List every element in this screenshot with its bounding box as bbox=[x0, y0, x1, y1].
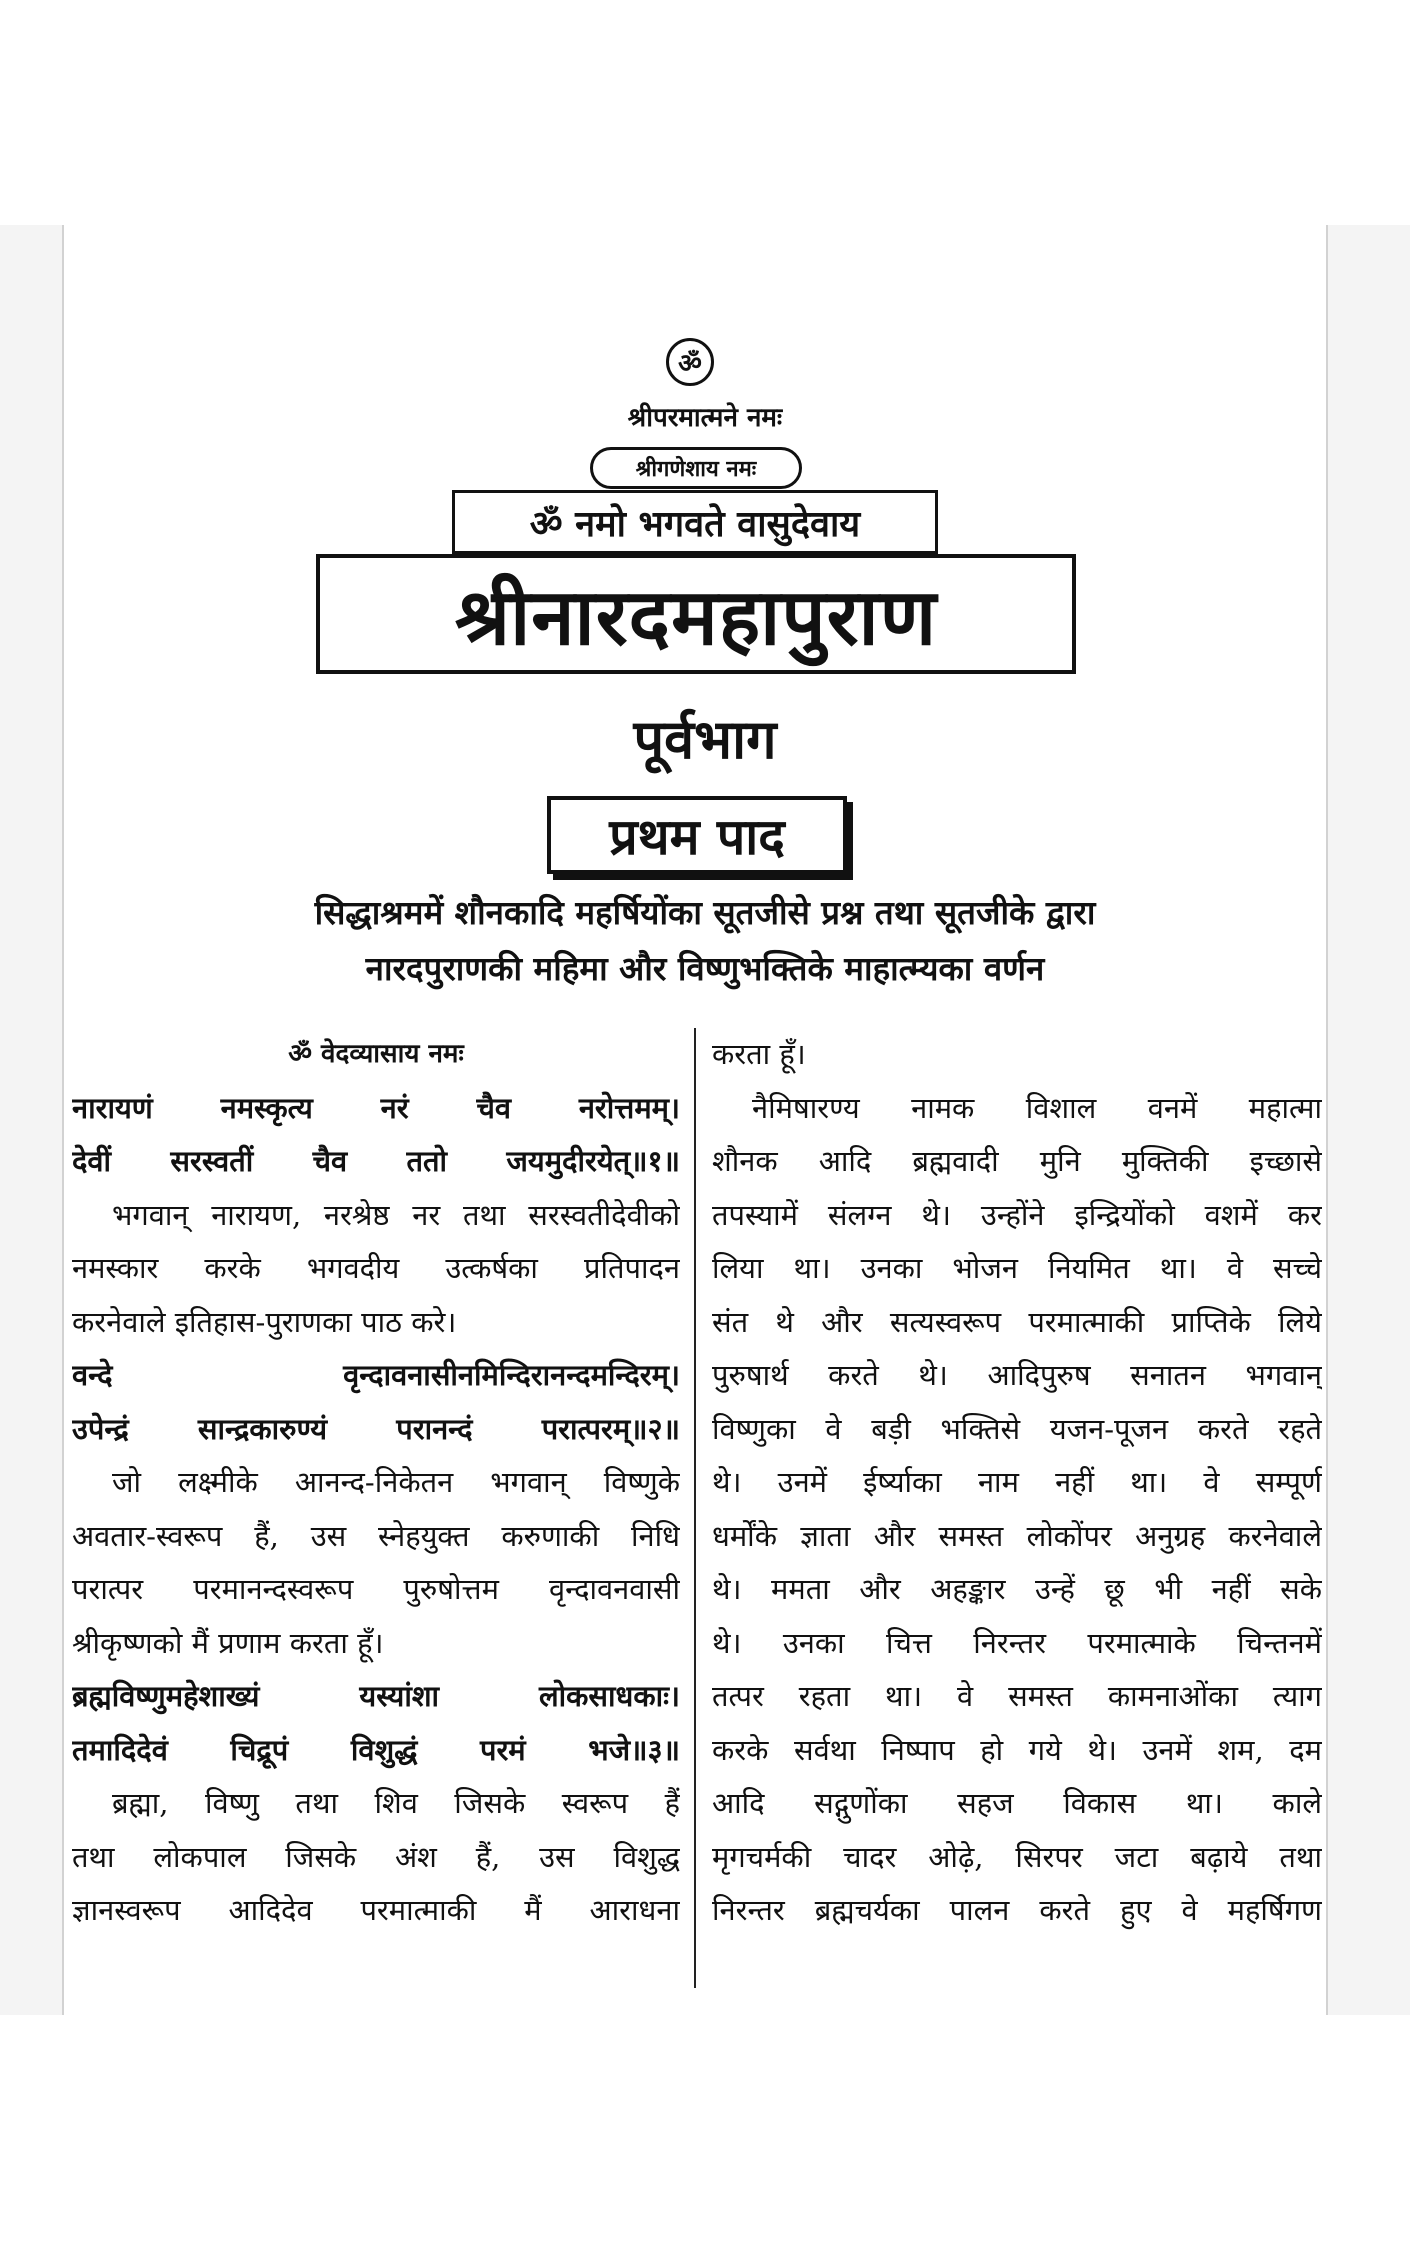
text-line: करता हूँ। bbox=[712, 1037, 806, 1071]
column-divider bbox=[694, 1028, 696, 1988]
invocation-ganeshaya-box bbox=[590, 447, 802, 489]
title-box bbox=[316, 554, 1076, 674]
page-edge-left bbox=[62, 225, 64, 2015]
text-line: संत थे और सत्यस्वरूप परमात्माकी प्राप्तिके लिये bbox=[712, 1304, 1322, 1339]
text-line: धर्मोंके ज्ञाता और समस्त लोकोंपर अनुग्रह करनेवाले bbox=[712, 1518, 1322, 1553]
page-margin-right bbox=[1328, 225, 1410, 2015]
left-column bbox=[72, 1028, 680, 1938]
text-line: परात्पर परमानन्दस्वरूप पुरुषोत्तम वृन्दावनवासी bbox=[72, 1572, 680, 1606]
text-line: तत्पर रहता था। वे समस्त कामनाओंका त्याग bbox=[712, 1679, 1322, 1713]
invocation-ganeshaya: श्रीगणेशाय नमः bbox=[635, 456, 757, 482]
chapter-heading-line: नारदपुराणकी महिमा और विष्णुभक्तिके माहात्म्यका वर्णन bbox=[365, 949, 1045, 988]
text-line: शौनक आदि ब्रह्मवादी मुनि मुक्तिकी इच्छासे bbox=[712, 1144, 1322, 1178]
text-line: करके सर्वथा निष्पाप हो गये थे। उनमें शम, दम bbox=[712, 1732, 1322, 1767]
text-line: नमस्कार करके भगवदीय उत्कर्षका प्रतिपादन bbox=[72, 1251, 680, 1285]
text-line: थे। उनका चित्त निरन्तर परमात्माके चिन्तनमें bbox=[712, 1625, 1322, 1660]
text-line: निरन्तर ब्रह्मचर्यका पालन करते हुए वे महर्षिगण bbox=[712, 1893, 1322, 1927]
text-line: भगवान् नारायण, नरश्रेष्ठ नर तथा सरस्वतीदेवीको bbox=[112, 1197, 680, 1232]
text-line: जो लक्ष्मीके आनन्द-निकेतन भगवान् विष्णुके bbox=[112, 1465, 680, 1499]
text-line: तथा लोकपाल जिसके अंश हैं, उस विशुद्ध bbox=[72, 1839, 680, 1874]
text-line: विष्णुका वे बड़ी भक्तिसे यजन-पूजन करते रहते bbox=[712, 1411, 1322, 1446]
part-title: पूर्वभाग bbox=[633, 707, 777, 771]
verse-line: ब्रह्मविष्णुमहेशाख्यं यस्यांशा लोकसाधकाः। bbox=[72, 1679, 680, 1713]
page-edge-right bbox=[1326, 225, 1328, 2015]
pada-title: प्रथम पाद bbox=[609, 807, 785, 866]
chapter-heading bbox=[80, 885, 1330, 997]
text-line: थे। उनमें ईर्ष्याका नाम नहीं था। वे सम्पूर्ण bbox=[712, 1465, 1322, 1499]
page-title: श्रीनारदमहापुराण bbox=[454, 572, 938, 663]
text-line: थे। ममता और अहङ्कार उन्हें छू भी नहीं सके bbox=[712, 1572, 1322, 1606]
verse-line: तमादिदेवं चिद्रूपं विशुद्धं परमं भजे॥३॥ bbox=[72, 1732, 680, 1767]
text-line: ब्रह्मा, विष्णु तथा शिव जिसके स्वरूप हैं bbox=[112, 1786, 680, 1820]
page-margin-left bbox=[0, 225, 62, 2015]
text-line: ज्ञानस्वरूप आदिदेव परमात्माकी मैं आराधना bbox=[72, 1893, 680, 1927]
verse-line: उपेन्द्रं सान्द्रकारुण्यं परानन्दं परात्परम्॥२॥ bbox=[72, 1411, 680, 1446]
text-line: मृगचर्मकी चादर ओढ़े, सिरपर जटा बढ़ाये तथा bbox=[712, 1839, 1322, 1874]
right-column bbox=[712, 1028, 1322, 1938]
invocation-paramatmane: श्रीपरमात्मने नमः bbox=[627, 403, 783, 433]
om-icon: ॐ bbox=[678, 349, 702, 379]
pada-box bbox=[547, 796, 847, 874]
text-line: नैमिषारण्य नामक विशाल वनमें महात्मा bbox=[752, 1090, 1322, 1125]
text-line: ॐ वेदव्यासाय नमः bbox=[288, 1039, 464, 1069]
invocation-vasudevaya-box bbox=[452, 490, 938, 554]
invocation-vasudevaya: ॐ नमो भगवते वासुदेवाय bbox=[529, 502, 861, 545]
text-line: पुरुषार्थ करते थे। आदिपुरुष सनातन भगवान् bbox=[712, 1358, 1322, 1392]
text-line: लिया था। उनका भोजन नियमित था। वे सच्चे bbox=[712, 1251, 1322, 1285]
verse-line: नारायणं नमस्कृत्य नरं चैव नरोत्तमम्। bbox=[72, 1090, 680, 1125]
chapter-heading-line: सिद्धाश्रममें शौनकादि महर्षियोंका सूतजीसे प्रश्न तथा सूतजीके द्वारा bbox=[314, 893, 1096, 932]
text-line: श्रीकृष्णको मैं प्रणाम करता हूँ। bbox=[72, 1625, 384, 1660]
om-seal bbox=[666, 338, 714, 386]
text-line: आदि सद्गुणोंका सहज विकास था। काले bbox=[712, 1786, 1322, 1820]
verse-line: वन्दे वृन्दावनासीनमिन्दिरानन्दमन्दिरम्। bbox=[72, 1358, 680, 1392]
text-line: करनेवाले इतिहास-पुराणका पाठ करे। bbox=[72, 1304, 457, 1339]
text-line: अवतार-स्वरूप हैं, उस स्नेहयुक्त करुणाकी निधि bbox=[72, 1518, 680, 1553]
text-line: तपस्यामें संलग्न थे। उन्होंने इन्द्रियोंको वशमें कर bbox=[712, 1197, 1322, 1232]
verse-line: देवीं सरस्वतीं चैव ततो जयमुदीरयेत्॥१॥ bbox=[72, 1144, 680, 1178]
